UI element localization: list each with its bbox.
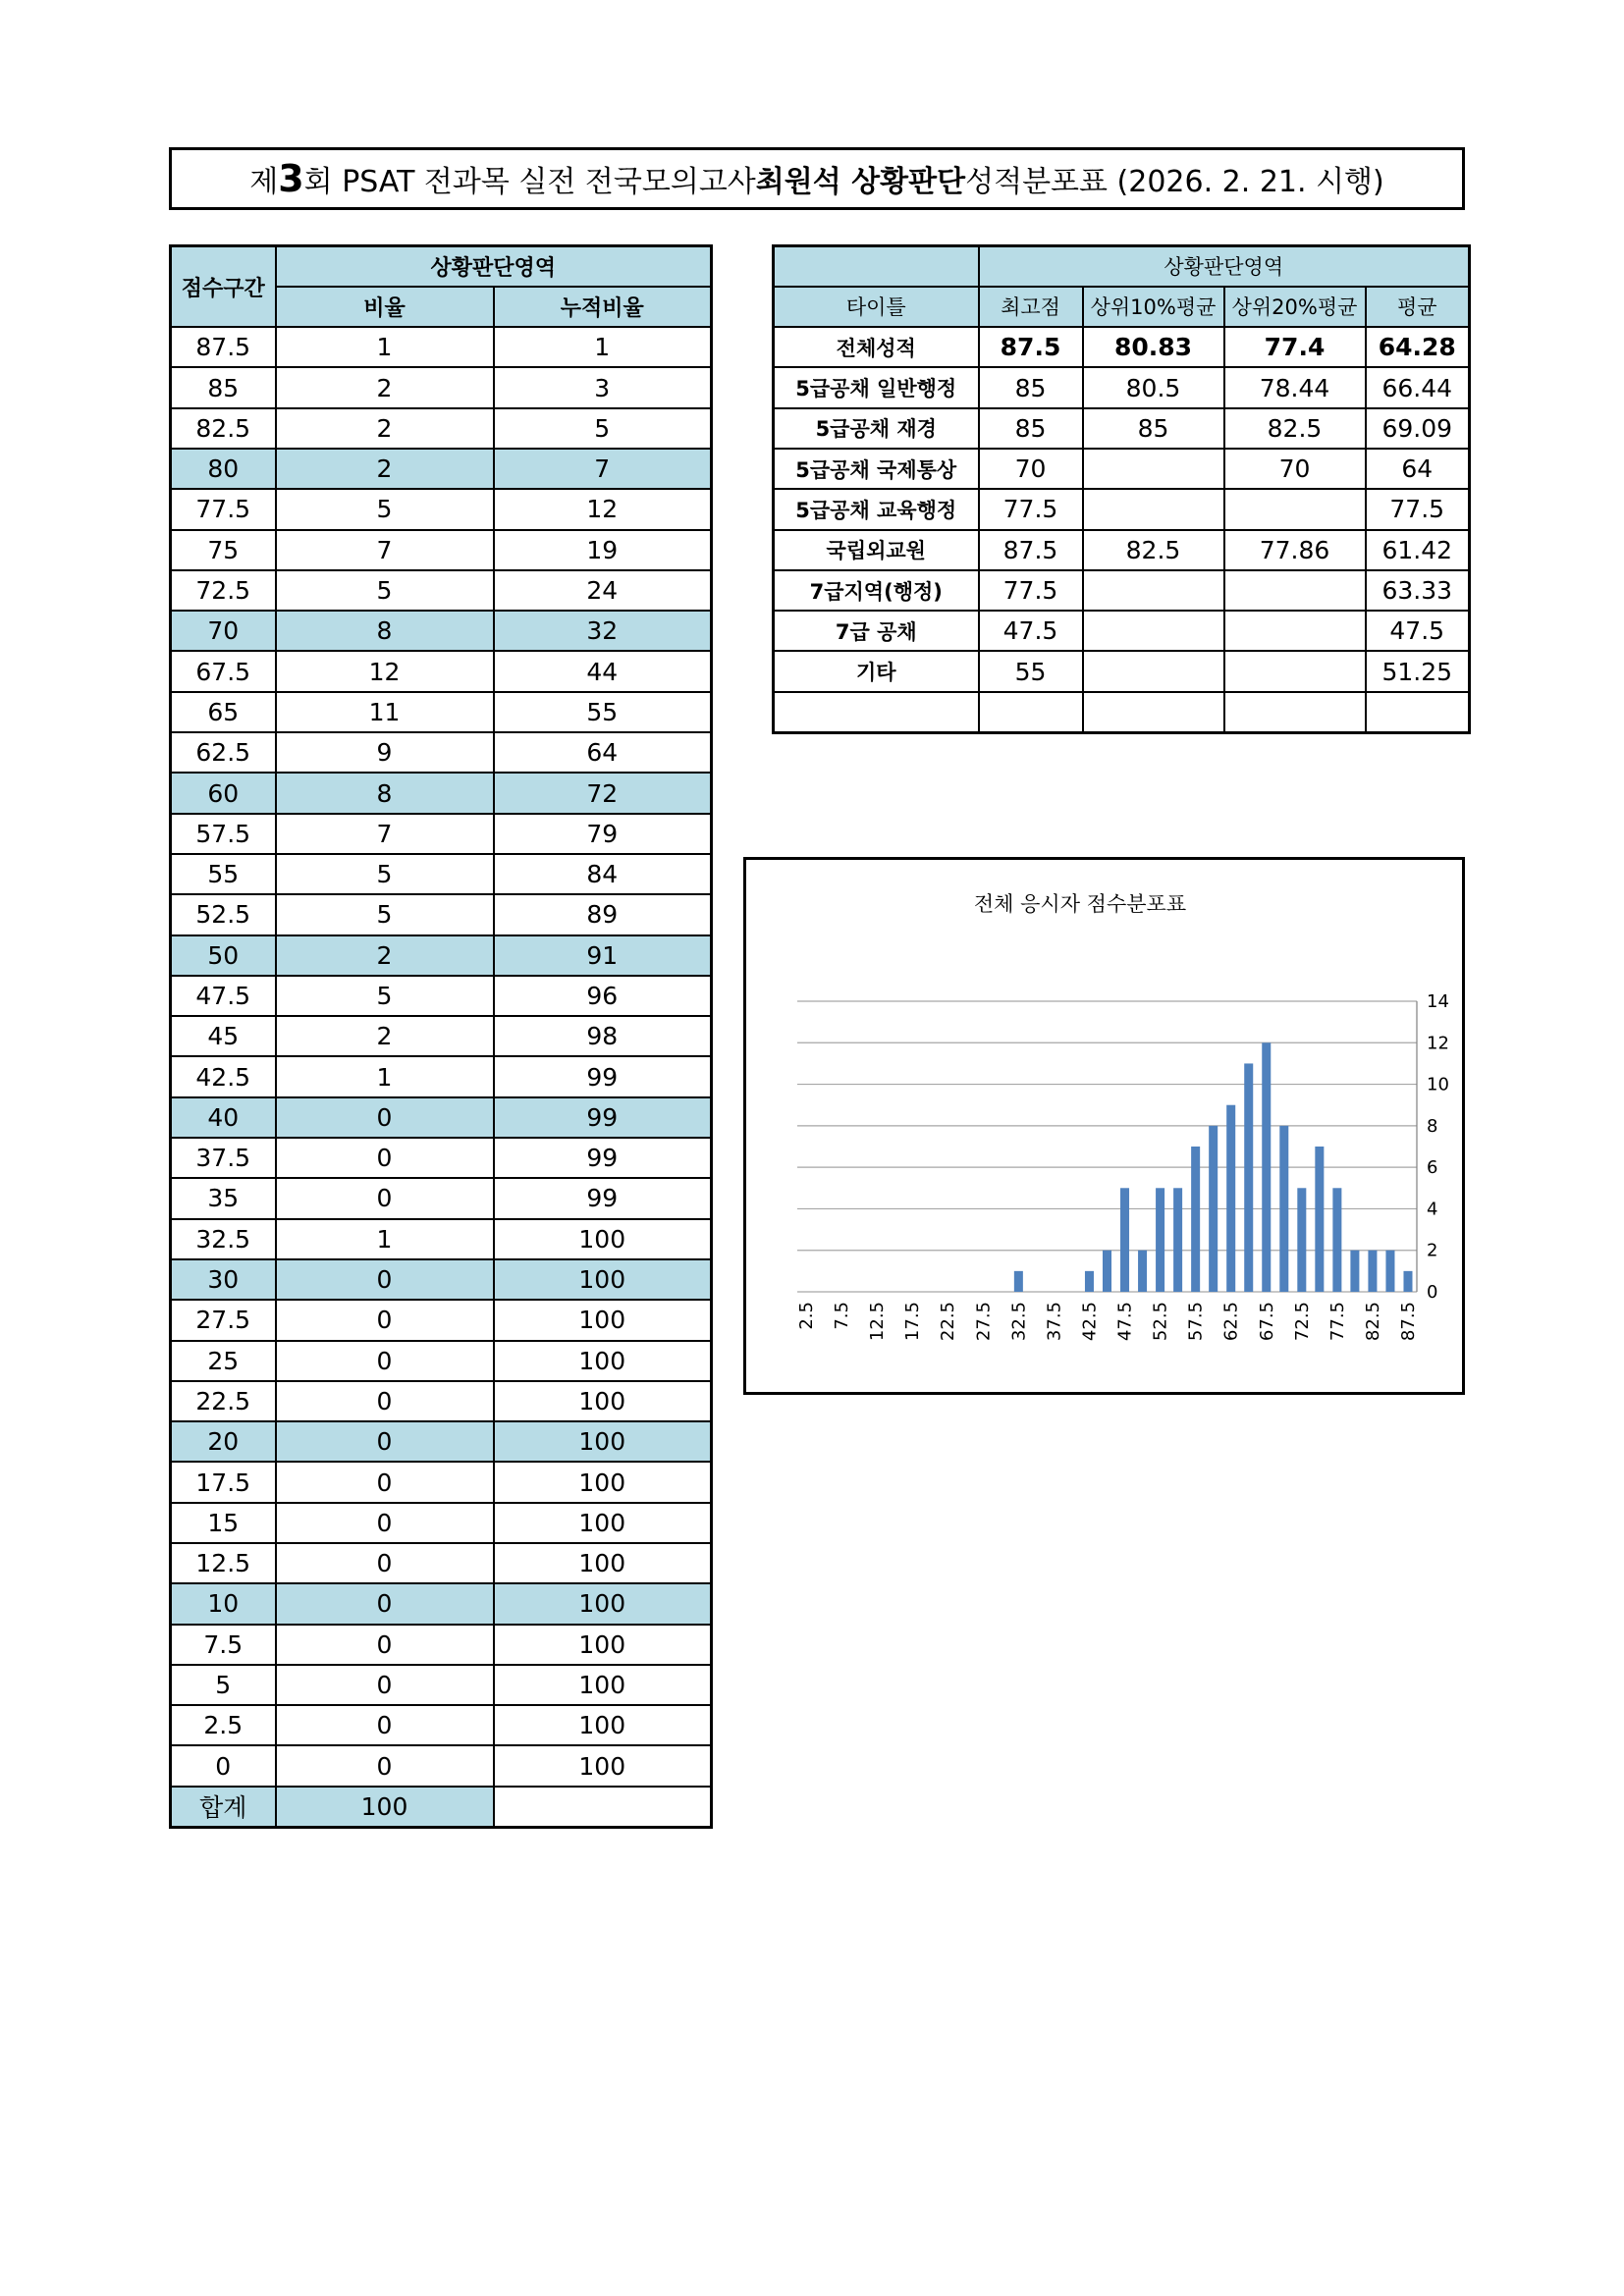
- cumulative-cell: 99: [494, 1138, 712, 1178]
- bar: [1173, 1188, 1182, 1292]
- bar: [1385, 1251, 1394, 1292]
- title-round-number: 3: [278, 157, 304, 200]
- title-part-5: 성적분포표 (2026. 2. 21. 시행): [965, 165, 1384, 199]
- stats-row: [774, 367, 1470, 407]
- cumulative-cell: 100: [494, 1745, 712, 1786]
- ratio-cell: 5: [276, 854, 494, 894]
- ratio-cell: 5: [276, 894, 494, 934]
- score-distribution-table: [169, 244, 713, 1829]
- score-cell: 22.5: [171, 1381, 276, 1421]
- cumulative-cell: 100: [494, 1259, 712, 1300]
- table-row: [171, 935, 712, 976]
- table-row: [171, 367, 712, 407]
- x-tick-label: 72.5: [1291, 1302, 1313, 1342]
- stats-max-cell: 77.5: [979, 489, 1083, 529]
- table-row: [171, 1543, 712, 1583]
- bar: [1156, 1188, 1164, 1292]
- score-cell: 15: [171, 1503, 276, 1543]
- bar: [1209, 1126, 1218, 1292]
- stats-label-cell: 전체성적: [774, 327, 979, 367]
- cumulative-cell: 84: [494, 854, 712, 894]
- stats-max-cell: 87.5: [979, 530, 1083, 570]
- cumulative-cell: 100: [494, 1665, 712, 1705]
- ratio-cell: 2: [276, 408, 494, 449]
- cumulative-cell: 98: [494, 1016, 712, 1056]
- ratio-cell: 0: [276, 1421, 494, 1462]
- score-cell: 85: [171, 367, 276, 407]
- ratio-cell: 1: [276, 327, 494, 367]
- cumulative-cell: 100: [494, 1219, 712, 1259]
- score-cell: 82.5: [171, 408, 276, 449]
- stats-col-max: 최고점: [979, 287, 1083, 327]
- table-row: [171, 1219, 712, 1259]
- cumulative-cell: 100: [494, 1543, 712, 1583]
- bar: [1297, 1188, 1306, 1292]
- score-cell: 77.5: [171, 489, 276, 529]
- stats-top10-cell: [1083, 651, 1224, 691]
- table-row: [171, 1665, 712, 1705]
- bar: [1350, 1251, 1359, 1292]
- score-cell: 60: [171, 773, 276, 813]
- stats-max-cell: 77.5: [979, 570, 1083, 611]
- score-cell: 87.5: [171, 327, 276, 367]
- cumulative-cell: 72: [494, 773, 712, 813]
- ratio-cell: 8: [276, 611, 494, 651]
- score-cell: 20: [171, 1421, 276, 1462]
- score-cell: 52.5: [171, 894, 276, 934]
- score-distribution-chart: [743, 857, 1465, 1395]
- stats-top20-cell: [1224, 611, 1366, 651]
- ratio-cell: 11: [276, 692, 494, 732]
- cumulative-cell: 100: [494, 1705, 712, 1745]
- title-part-3: 회 PSAT 전과목 실전 전국모의고사: [303, 165, 756, 199]
- stats-col-title: 타이틀: [774, 287, 979, 327]
- score-cell: 65: [171, 692, 276, 732]
- stats-avg-cell: 61.42: [1366, 530, 1470, 570]
- bar: [1315, 1147, 1324, 1292]
- stats-top20-cell: [1224, 570, 1366, 611]
- table-row: [171, 570, 712, 611]
- ratio-cell: 5: [276, 489, 494, 529]
- stats-header-blank: [774, 246, 979, 287]
- score-cell: 12.5: [171, 1543, 276, 1583]
- table-row: [171, 1705, 712, 1745]
- stats-top10-cell: 80.83: [1083, 327, 1224, 367]
- table-row: [171, 327, 712, 367]
- ratio-cell: 0: [276, 1583, 494, 1624]
- ratio-cell: 0: [276, 1341, 494, 1381]
- ratio-cell: 0: [276, 1138, 494, 1178]
- x-tick-label: 37.5: [1044, 1302, 1065, 1342]
- ratio-cell: 0: [276, 1300, 494, 1340]
- cumulative-cell: 91: [494, 935, 712, 976]
- bar: [1014, 1271, 1023, 1292]
- stats-label-cell: 국립외교원: [774, 530, 979, 570]
- chart-svg: [746, 860, 1462, 1392]
- score-cell: 75: [171, 530, 276, 570]
- y-tick-label: 2: [1427, 1240, 1438, 1261]
- table-row: [171, 1016, 712, 1056]
- cumulative-cell: 64: [494, 732, 712, 773]
- table-row: [171, 1745, 712, 1786]
- ratio-cell: 0: [276, 1178, 494, 1218]
- cumulative-cell: 44: [494, 651, 712, 691]
- table-row: [171, 611, 712, 651]
- header-ratio: 비율: [276, 287, 494, 327]
- score-cell: 62.5: [171, 732, 276, 773]
- score-cell: 7.5: [171, 1625, 276, 1665]
- cumulative-cell: 24: [494, 570, 712, 611]
- score-cell: 55: [171, 854, 276, 894]
- x-tick-label: 2.5: [796, 1302, 818, 1330]
- stats-row: [774, 611, 1470, 651]
- stats-max-cell: 85: [979, 367, 1083, 407]
- table-row: [171, 1097, 712, 1138]
- stats-row: [774, 327, 1470, 367]
- total-label: 합계: [171, 1787, 276, 1827]
- stats-top10-cell: 82.5: [1083, 530, 1224, 570]
- ratio-cell: 7: [276, 814, 494, 854]
- cumulative-cell: 100: [494, 1583, 712, 1624]
- stats-col-top20: 상위20%평균: [1224, 287, 1366, 327]
- table-row: [171, 692, 712, 732]
- score-cell: 25: [171, 1341, 276, 1381]
- stats-top20-cell: [1224, 692, 1366, 732]
- y-tick-label: 4: [1427, 1199, 1438, 1220]
- stats-row: [774, 651, 1470, 691]
- cumulative-cell: 1: [494, 327, 712, 367]
- table-row: [171, 1503, 712, 1543]
- stats-avg-cell: 77.5: [1366, 489, 1470, 529]
- title-instructor-subject: 최원석 상황판단: [755, 165, 966, 199]
- stats-top20-cell: 82.5: [1224, 408, 1366, 449]
- ratio-cell: 0: [276, 1543, 494, 1583]
- ratio-cell: 0: [276, 1705, 494, 1745]
- y-tick-label: 10: [1427, 1074, 1449, 1095]
- table-row: [171, 1625, 712, 1665]
- stats-top10-cell: [1083, 489, 1224, 529]
- total-value: 100: [276, 1787, 494, 1827]
- cumulative-cell: 99: [494, 1097, 712, 1138]
- stats-row: [774, 570, 1470, 611]
- score-cell: 32.5: [171, 1219, 276, 1259]
- stats-avg-cell: 51.25: [1366, 651, 1470, 691]
- table-row: [171, 1056, 712, 1096]
- stats-col-top10: 상위10%평균: [1083, 287, 1224, 327]
- ratio-cell: 0: [276, 1665, 494, 1705]
- stats-avg-cell: 69.09: [1366, 408, 1470, 449]
- y-tick-label: 6: [1427, 1157, 1438, 1179]
- score-cell: 47.5: [171, 976, 276, 1016]
- table-row: [171, 976, 712, 1016]
- score-cell: 72.5: [171, 570, 276, 611]
- total-blank: [494, 1787, 712, 1827]
- stats-top10-cell: [1083, 570, 1224, 611]
- score-cell: 42.5: [171, 1056, 276, 1096]
- x-tick-label: 52.5: [1150, 1302, 1171, 1342]
- y-tick-label: 12: [1427, 1033, 1449, 1054]
- bar: [1120, 1188, 1129, 1292]
- stats-row: [774, 692, 1470, 732]
- stats-top20-cell: 78.44: [1224, 367, 1366, 407]
- stats-max-cell: 47.5: [979, 611, 1083, 651]
- stats-label-cell: 기타: [774, 651, 979, 691]
- y-tick-label: 14: [1427, 991, 1449, 1012]
- cumulative-cell: 100: [494, 1625, 712, 1665]
- bar: [1085, 1271, 1094, 1292]
- stats-label-cell: 7급지역(행정): [774, 570, 979, 611]
- bar: [1279, 1126, 1288, 1292]
- score-cell: 50: [171, 935, 276, 976]
- table-row: [171, 1462, 712, 1502]
- cumulative-cell: 19: [494, 530, 712, 570]
- x-tick-label: 87.5: [1397, 1302, 1419, 1342]
- score-cell: 70: [171, 611, 276, 651]
- header-cumulative: 누적비율: [494, 287, 712, 327]
- stats-top10-cell: [1083, 449, 1224, 489]
- cumulative-cell: 55: [494, 692, 712, 732]
- table-row: [171, 449, 712, 489]
- cumulative-cell: 12: [494, 489, 712, 529]
- x-tick-label: 57.5: [1185, 1302, 1207, 1342]
- cumulative-cell: 100: [494, 1300, 712, 1340]
- x-tick-label: 42.5: [1079, 1302, 1101, 1342]
- stats-top10-cell: 85: [1083, 408, 1224, 449]
- cumulative-cell: 89: [494, 894, 712, 934]
- table-row: [171, 1341, 712, 1381]
- stats-label-cell: 5급공채 재경: [774, 408, 979, 449]
- cumulative-cell: 99: [494, 1056, 712, 1096]
- stats-max-cell: 85: [979, 408, 1083, 449]
- cumulative-cell: 5: [494, 408, 712, 449]
- table-row: [171, 651, 712, 691]
- stats-top20-cell: 77.4: [1224, 327, 1366, 367]
- score-cell: 2.5: [171, 1705, 276, 1745]
- cumulative-cell: 79: [494, 814, 712, 854]
- score-cell: 5: [171, 1665, 276, 1705]
- page-title: [169, 147, 1465, 210]
- stats-label-cell: 5급공채 일반행정: [774, 367, 979, 407]
- x-tick-label: 67.5: [1256, 1302, 1277, 1342]
- table-row: [171, 530, 712, 570]
- stats-max-cell: [979, 692, 1083, 732]
- ratio-cell: 1: [276, 1219, 494, 1259]
- table-row: [171, 894, 712, 934]
- stats-row: [774, 449, 1470, 489]
- x-tick-label: 27.5: [973, 1302, 995, 1342]
- cumulative-cell: 32: [494, 611, 712, 651]
- x-tick-label: 47.5: [1114, 1302, 1136, 1342]
- bar: [1226, 1105, 1235, 1292]
- stats-header-area: 상황판단영역: [979, 246, 1470, 287]
- score-cell: 0: [171, 1745, 276, 1786]
- title-part-1: 제: [249, 165, 279, 199]
- ratio-cell: 5: [276, 570, 494, 611]
- ratio-cell: 1: [276, 1056, 494, 1096]
- header-score-range: 점수구간: [171, 246, 276, 328]
- cumulative-cell: 7: [494, 449, 712, 489]
- total-row: [171, 1787, 712, 1827]
- table-row: [171, 814, 712, 854]
- cumulative-cell: 100: [494, 1421, 712, 1462]
- stats-avg-cell: 63.33: [1366, 570, 1470, 611]
- stats-label-cell: 5급공채 교육행정: [774, 489, 979, 529]
- stats-top20-cell: 77.86: [1224, 530, 1366, 570]
- y-tick-label: 0: [1427, 1282, 1438, 1303]
- x-tick-label: 77.5: [1326, 1302, 1348, 1342]
- score-cell: 45: [171, 1016, 276, 1056]
- summary-stats-table: [772, 244, 1471, 734]
- x-tick-label: 32.5: [1008, 1302, 1030, 1342]
- ratio-cell: 7: [276, 530, 494, 570]
- score-cell: 10: [171, 1583, 276, 1624]
- table-row: [171, 732, 712, 773]
- ratio-cell: 12: [276, 651, 494, 691]
- header-area: 상황판단영역: [276, 246, 712, 287]
- ratio-cell: 0: [276, 1462, 494, 1502]
- bar: [1191, 1147, 1200, 1292]
- score-cell: 35: [171, 1178, 276, 1218]
- stats-top20-cell: [1224, 489, 1366, 529]
- table-row: [171, 489, 712, 529]
- ratio-cell: 0: [276, 1625, 494, 1665]
- stats-avg-cell: 64.28: [1366, 327, 1470, 367]
- ratio-cell: 2: [276, 449, 494, 489]
- ratio-cell: 0: [276, 1381, 494, 1421]
- stats-top20-cell: 70: [1224, 449, 1366, 489]
- cumulative-cell: 100: [494, 1503, 712, 1543]
- ratio-cell: 2: [276, 935, 494, 976]
- ratio-cell: 5: [276, 976, 494, 1016]
- ratio-cell: 8: [276, 773, 494, 813]
- cumulative-cell: 100: [494, 1381, 712, 1421]
- x-tick-label: 62.5: [1220, 1302, 1242, 1342]
- table-row: [171, 1178, 712, 1218]
- score-cell: 67.5: [171, 651, 276, 691]
- stats-label-cell: 7급 공채: [774, 611, 979, 651]
- ratio-cell: 0: [276, 1259, 494, 1300]
- ratio-cell: 0: [276, 1745, 494, 1786]
- stats-row: [774, 530, 1470, 570]
- bar: [1103, 1251, 1111, 1292]
- stats-avg-cell: [1366, 692, 1470, 732]
- score-cell: 40: [171, 1097, 276, 1138]
- ratio-cell: 2: [276, 367, 494, 407]
- score-cell: 57.5: [171, 814, 276, 854]
- score-cell: 17.5: [171, 1462, 276, 1502]
- stats-avg-cell: 47.5: [1366, 611, 1470, 651]
- score-cell: 30: [171, 1259, 276, 1300]
- cumulative-cell: 3: [494, 367, 712, 407]
- cumulative-cell: 99: [494, 1178, 712, 1218]
- x-tick-label: 12.5: [867, 1302, 889, 1342]
- score-cell: 27.5: [171, 1300, 276, 1340]
- stats-top10-cell: 80.5: [1083, 367, 1224, 407]
- stats-avg-cell: 66.44: [1366, 367, 1470, 407]
- x-tick-label: 17.5: [902, 1302, 924, 1342]
- stats-max-cell: 70: [979, 449, 1083, 489]
- bar: [1332, 1188, 1341, 1292]
- table-row: [171, 1421, 712, 1462]
- table-row: [171, 1300, 712, 1340]
- cumulative-cell: 96: [494, 976, 712, 1016]
- table-row: [171, 1259, 712, 1300]
- cumulative-cell: 100: [494, 1462, 712, 1502]
- stats-row: [774, 489, 1470, 529]
- table-row: [171, 854, 712, 894]
- score-cell: 80: [171, 449, 276, 489]
- stats-row: [774, 408, 1470, 449]
- stats-avg-cell: 64: [1366, 449, 1470, 489]
- score-cell: 37.5: [171, 1138, 276, 1178]
- stats-col-avg: 평균: [1366, 287, 1470, 327]
- stats-top10-cell: [1083, 692, 1224, 732]
- y-tick-label: 8: [1427, 1115, 1438, 1137]
- table-row: [171, 773, 712, 813]
- stats-top20-cell: [1224, 651, 1366, 691]
- x-tick-label: 22.5: [938, 1302, 959, 1342]
- ratio-cell: 0: [276, 1503, 494, 1543]
- x-tick-label: 82.5: [1362, 1302, 1383, 1342]
- table-row: [171, 1583, 712, 1624]
- bar: [1262, 1042, 1271, 1292]
- stats-label-cell: [774, 692, 979, 732]
- ratio-cell: 0: [276, 1097, 494, 1138]
- bar: [1244, 1063, 1253, 1292]
- x-tick-label: 7.5: [832, 1302, 853, 1330]
- stats-top10-cell: [1083, 611, 1224, 651]
- stats-label-cell: 5급공채 국제통상: [774, 449, 979, 489]
- ratio-cell: 2: [276, 1016, 494, 1056]
- bar: [1403, 1271, 1412, 1292]
- cumulative-cell: 100: [494, 1341, 712, 1381]
- bar: [1138, 1251, 1147, 1292]
- table-row: [171, 1381, 712, 1421]
- bar: [1368, 1251, 1377, 1292]
- table-row: [171, 1138, 712, 1178]
- stats-max-cell: 55: [979, 651, 1083, 691]
- ratio-cell: 9: [276, 732, 494, 773]
- chart-title: 전체 응시자 점수분포표: [973, 892, 1187, 916]
- table-row: [171, 408, 712, 449]
- stats-max-cell: 87.5: [979, 327, 1083, 367]
